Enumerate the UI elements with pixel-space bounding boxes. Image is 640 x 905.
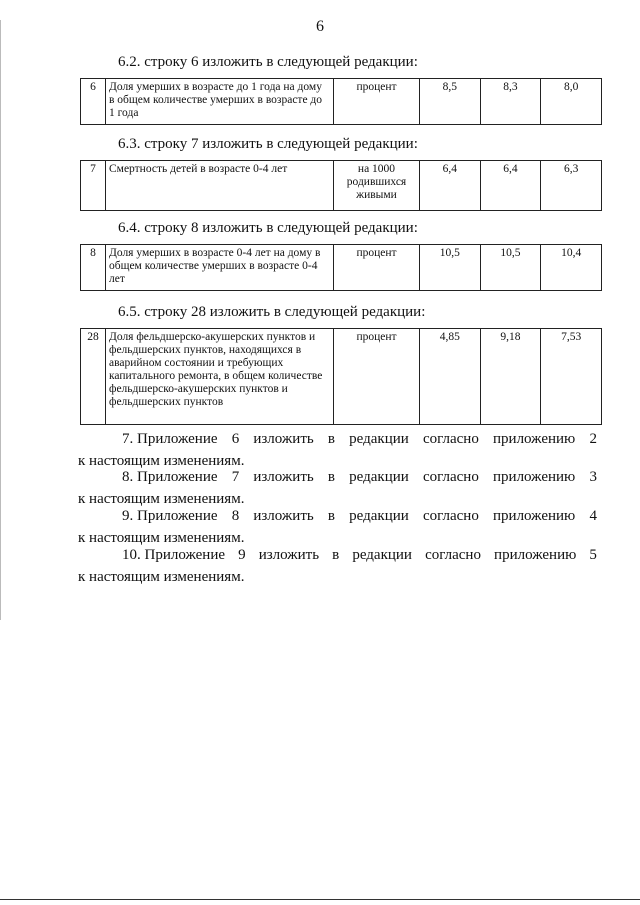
row-number: 6	[81, 79, 106, 125]
row-indicator-name: Доля фельдшерско-акушерских пунктов и фельдшерских пунктов, находящихся в аварийном состоянии и требующих капитального ремонта, в общем количестве фельдшерско-акушерских пунктов и фельдшерских пунктов	[106, 329, 334, 425]
row-number: 8	[81, 245, 106, 291]
row-unit: процент	[334, 245, 420, 291]
scan-left-edge	[0, 20, 1, 620]
paragraph-word: изложить	[253, 469, 314, 485]
row-value-3: 6,3	[541, 161, 602, 211]
scan-bottom-edge	[0, 899, 640, 900]
section-heading-6-4: 6.4. строку 8 изложить в следующей редакции:	[118, 220, 418, 236]
row-indicator-name: Доля умерших в возрасте 0-4 лет на дому в общем количестве умерших в возрасте 0-4 лет	[106, 245, 334, 291]
paragraph-word: 4	[589, 508, 597, 524]
paragraph-word: 6	[231, 431, 240, 447]
paragraph-word: приложению	[493, 431, 576, 447]
paragraph-word: 9. Приложение	[122, 508, 218, 524]
paragraph-word: в	[327, 508, 335, 524]
row-value-2: 6,4	[480, 161, 541, 211]
section-heading-6-5: 6.5. строку 28 изложить в следующей редакции:	[118, 304, 426, 320]
paragraph-word: 7. Приложение	[122, 431, 218, 447]
paragraph-word: согласно	[422, 431, 479, 447]
paragraph-8-line-1	[122, 466, 597, 488]
paragraph-9-line-1	[122, 505, 597, 527]
table-row-8	[80, 244, 602, 291]
paragraph-9-line-2: к настоящим изменениям.	[78, 530, 245, 546]
row-value-3: 8,0	[541, 79, 602, 125]
paragraph-word: приложению	[494, 547, 577, 563]
row-value-1: 4,85	[420, 329, 481, 425]
paragraph-word: 3	[589, 469, 597, 485]
paragraph-word: редакции	[349, 508, 409, 524]
paragraph-10-line-1	[122, 544, 597, 566]
row-unit: процент	[334, 329, 420, 425]
row-unit: на 1000 родившихся живыми	[334, 161, 420, 211]
row-value-2: 9,18	[480, 329, 541, 425]
paragraph-word: в	[332, 547, 340, 563]
section-heading-6-2: 6.2. строку 6 изложить в следующей редакции:	[118, 54, 418, 70]
paragraph-7-line-2: к настоящим изменениям.	[78, 453, 245, 469]
paragraph-word: 9	[238, 547, 246, 563]
paragraph-word: редакции	[352, 547, 412, 563]
paragraph-word: редакции	[349, 469, 409, 485]
row-value-3: 7,53	[541, 329, 602, 425]
paragraph-word: 7	[231, 469, 240, 485]
paragraph-word: 8. Приложение	[122, 469, 218, 485]
paragraph-word: в	[327, 469, 335, 485]
paragraph-word: приложению	[493, 508, 576, 524]
paragraph-word: согласно	[422, 469, 479, 485]
paragraph-word: редакции	[349, 431, 409, 447]
paragraph-10-line-2: к настоящим изменениям.	[78, 569, 245, 585]
page-number: 6	[316, 18, 324, 35]
paragraph-word: согласно	[422, 508, 479, 524]
table-row-28	[80, 328, 602, 425]
section-heading-6-3: 6.3. строку 7 изложить в следующей редакции:	[118, 136, 418, 152]
paragraph-word: изложить	[253, 431, 314, 447]
row-value-1: 10,5	[420, 245, 481, 291]
paragraph-word: 2	[589, 431, 597, 447]
row-indicator-name: Смертность детей в возрасте 0-4 лет	[106, 161, 334, 211]
paragraph-word: в	[327, 431, 335, 447]
table-row-6	[80, 78, 602, 125]
paragraph-word: согласно	[425, 547, 481, 563]
row-value-2: 10,5	[480, 245, 541, 291]
paragraph-8-line-2: к настоящим изменениям.	[78, 491, 245, 507]
paragraph-word: изложить	[258, 547, 320, 563]
paragraph-word: 8	[231, 508, 240, 524]
paragraph-word: приложению	[493, 469, 576, 485]
row-value-1: 6,4	[420, 161, 481, 211]
paragraph-word: изложить	[253, 508, 314, 524]
row-number: 7	[81, 161, 106, 211]
paragraph-word: 5	[589, 547, 597, 563]
table-row-7	[80, 160, 602, 211]
row-value-1: 8,5	[420, 79, 481, 125]
row-value-3: 10,4	[541, 245, 602, 291]
paragraph-word: 10. Приложение	[122, 547, 226, 563]
row-value-2: 8,3	[480, 79, 541, 125]
paragraph-7-line-1	[122, 428, 597, 450]
row-number: 28	[81, 329, 106, 425]
row-indicator-name: Доля умерших в возрасте до 1 года на дому в общем количестве умерших в возрасте до 1 года	[106, 79, 334, 125]
row-unit: процент	[334, 79, 420, 125]
